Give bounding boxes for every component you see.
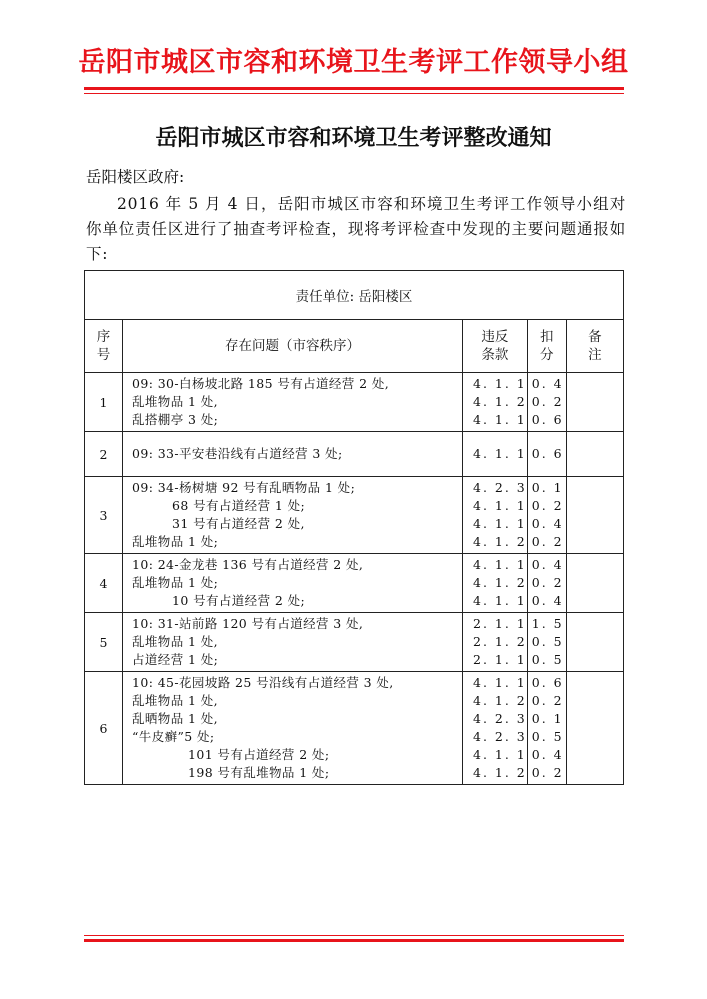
issue-line: 占道经营 1 处; [132,652,219,667]
issue-line: 乱堆物品 1 处; [132,575,219,590]
header-rule-thin [84,93,624,94]
deduct-cell [527,554,566,613]
document-title: 岳阳市城区市容和环境卫生考评整改通知 [155,125,552,151]
deduct-cell [527,373,566,432]
code-value: 2. 1. 1 [473,616,527,631]
code-value: 4. 1. 1 [473,747,527,762]
header-rule-thick [84,87,624,90]
issue-line: 09: 30-白杨坡北路 185 号有占道经营 2 处, [132,376,390,391]
deduct-value: 0. 1 [531,480,564,495]
code-value: 4. 1. 2 [473,765,527,780]
deduct-value: 0. 2 [531,765,564,780]
note-cell [566,373,623,432]
issue-cell [123,477,463,554]
addressee: 岳阳楼区政府: [86,168,185,186]
deduct-value: 0. 1 [531,711,564,726]
code-cell [463,672,528,785]
issue-line: 198 号有乱堆物品 1 处; [188,765,330,780]
deduct-value: 0. 5 [531,652,564,667]
issue-line: 10: 31-站前路 120 号有占道经营 3 处, [132,616,364,631]
table-row [85,432,624,477]
issue-line: 10 号有占道经营 2 处; [172,593,306,608]
issue-line: 31 号有占道经营 2 处, [172,516,305,531]
table-row [85,613,624,672]
intro-paragraph: 2016 年 5 月 4 日，岳阳市城区市容和环境卫生考评工作领导小组对你单位责任区进行了抽查考评检查，现将考评检查中发现的主要问题通报如下: [86,195,626,263]
issue-cell [123,613,463,672]
issue-line: 乱搭棚亭 3 处; [132,412,219,427]
issues-table [84,270,624,785]
header-deduct: 扣 分 [527,320,566,373]
deduct-value: 0. 4 [531,593,564,608]
table-row [85,477,624,554]
issue-cell [123,432,463,477]
issue-line: 乱堆物品 1 处; [132,534,219,549]
code-cell [463,373,528,432]
issue-line: 乱堆物品 1 处, [132,394,218,409]
deduct-value: 0. 4 [531,557,564,572]
footer-rule-thin [84,935,624,936]
issue-line: 68 号有占道经营 1 处; [172,498,306,513]
deduct-value: 0. 6 [531,412,564,427]
issue-cell [123,672,463,785]
deduct-value: 0. 2 [531,534,564,549]
deduct-value: 0. 4 [531,376,564,391]
row-number: 6 [85,672,123,785]
note-cell [566,477,623,554]
deduct-value: 0. 5 [531,634,564,649]
org-header: 岳阳市城区市容和环境卫生考评工作领导小组 [78,47,629,78]
code-value: 4. 2. 3 [473,711,527,726]
issue-line: 10: 45-花园坡路 25 号沿线有占道经营 3 处, [132,675,394,690]
deduct-cell [527,477,566,554]
header-no: 序 号 [85,320,123,373]
issue-line: 乱堆物品 1 处, [132,634,218,649]
row-number: 4 [85,554,123,613]
issue-cell [123,554,463,613]
table-row [85,554,624,613]
issue-line: 09: 33-平安巷沿线有占道经营 3 处; [132,446,343,461]
code-value: 4. 1. 1 [473,376,527,391]
issue-line: 101 号有占道经营 2 处; [188,747,330,762]
code-value: 4. 1. 1 [473,675,527,690]
code-value: 4. 1. 1 [473,593,527,608]
deduct-value: 0. 6 [531,446,564,461]
header-note: 备 注 [566,320,623,373]
code-cell [463,432,528,477]
code-value: 4. 1. 1 [473,498,527,513]
deduct-value: 0. 6 [531,675,564,690]
responsible-unit: 责任单位: 岳阳楼区 [85,271,624,320]
deduct-value: 0. 5 [531,729,564,744]
code-value: 4. 2. 3 [473,480,527,495]
code-value: 4. 1. 1 [473,446,527,461]
deduct-cell [527,432,566,477]
deduct-value: 0. 2 [531,498,564,513]
issue-cell [123,373,463,432]
row-number: 2 [85,432,123,477]
row-number: 1 [85,373,123,432]
note-cell [566,613,623,672]
note-cell [566,554,623,613]
code-value: 2. 1. 2 [473,634,527,649]
table-row [85,672,624,785]
code-value: 4. 1. 2 [473,693,527,708]
table-header-row [85,320,624,373]
code-value: 4. 1. 1 [473,412,527,427]
note-cell [566,672,623,785]
deduct-value: 0. 4 [531,747,564,762]
header-code: 违反 条款 [463,320,528,373]
code-value: 4. 1. 1 [473,557,527,572]
code-cell [463,477,528,554]
deduct-value: 1. 5 [531,616,564,631]
code-value: 4. 2. 3 [473,729,527,744]
deduct-cell [527,613,566,672]
header-issue: 存在问题（市容秩序） [123,320,463,373]
deduct-value: 0. 2 [531,693,564,708]
deduct-value: 0. 2 [531,394,564,409]
code-value: 4. 1. 2 [473,575,527,590]
issue-line: 乱晒物品 1 处, [132,711,218,726]
deduct-value: 0. 2 [531,575,564,590]
issue-line: “牛皮癣”5 处; [132,729,215,744]
code-value: 4. 1. 2 [473,534,527,549]
issue-line: 乱堆物品 1 处, [132,693,218,708]
code-value: 4. 1. 1 [473,516,527,531]
deduct-cell [527,672,566,785]
row-number: 3 [85,477,123,554]
code-cell [463,613,528,672]
issue-line: 09: 34-杨树塘 92 号有乱晒物品 1 处; [132,480,356,495]
note-cell [566,432,623,477]
code-cell [463,554,528,613]
issue-line: 10: 24-金龙巷 136 号有占道经营 2 处, [132,557,364,572]
deduct-value: 0. 4 [531,516,564,531]
footer-rule-thick [84,939,624,942]
code-value: 2. 1. 1 [473,652,527,667]
code-value: 4. 1. 2 [473,394,527,409]
row-number: 5 [85,613,123,672]
table-row [85,373,624,432]
